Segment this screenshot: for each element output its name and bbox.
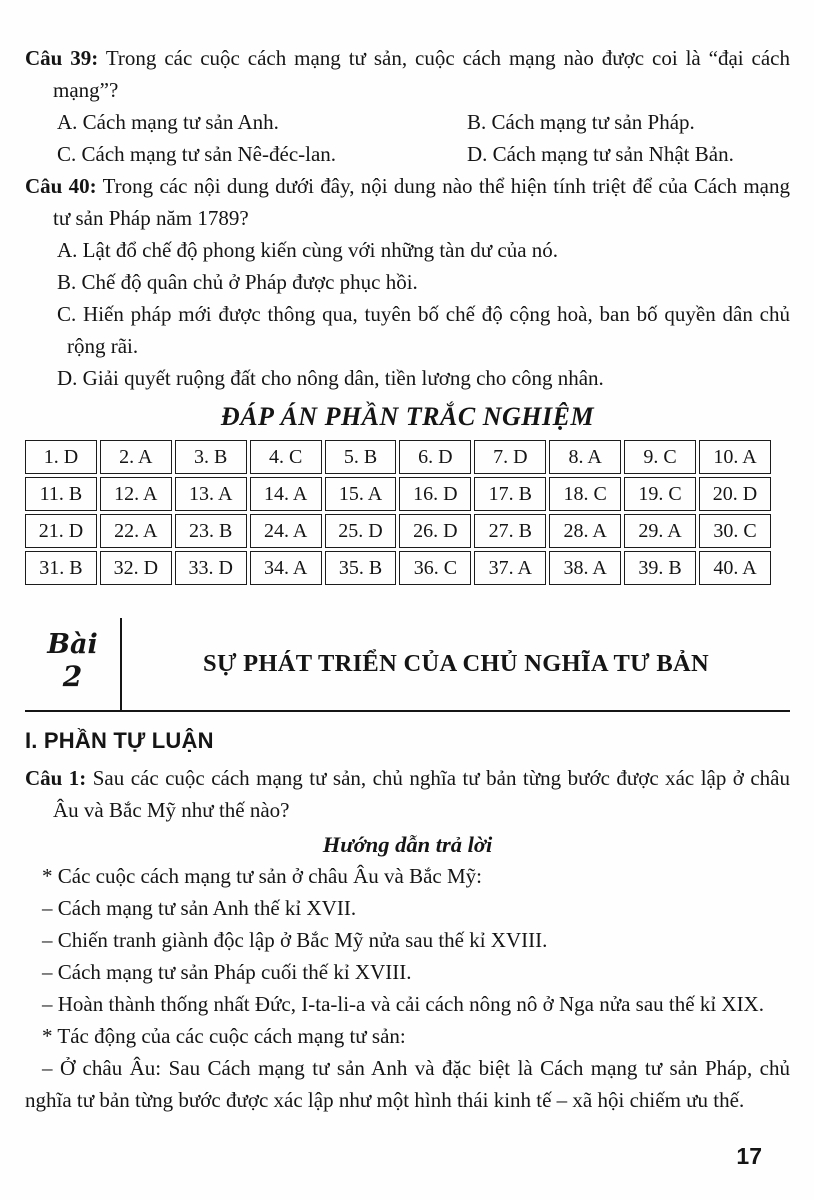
answer-cell: 25. D [325,514,397,548]
option-40-d: D. Giải quyết ruộng đất cho nông dân, tiền lương cho công nhân. [57,366,604,390]
question-40-label: Câu 40: [25,174,97,198]
answer-cell: 24. A [250,514,322,548]
answer-cell: 33. D [175,551,247,585]
answer-cell: 3. B [175,440,247,474]
answer-key-title: ĐÁP ÁN PHẦN TRẮC NGHIỆM [220,402,595,431]
answer-cell: 8. A [549,440,621,474]
guide-paragraph: – Chiến tranh giành độc lập ở Bắc Mỹ nửa sau thế kỉ XVIII. [42,928,548,952]
answer-cell: 22. A [100,514,172,548]
answer-cell: 35. B [325,551,397,585]
essay-question-1 [25,762,790,826]
guide-paragraph: * Các cuộc cách mạng tư sản ở châu Âu và Bắc Mỹ: [42,864,483,888]
guide-paragraph: – Cách mạng tư sản Anh thế kỉ XVII. [42,896,357,920]
answer-cell: 1. D [25,440,97,474]
question-40-text: Trong các nội dung dưới đây, nội dung nào thể hiện tính triệt để của Cách mạng tư sản Pháp năm 1789? [53,174,790,230]
essay-section-title: I. PHẦN TỰ LUẬN [25,728,214,753]
option-40-b: B. Chế độ quân chủ ở Pháp được phục hồi. [57,270,418,294]
answer-guide-title: Hướng dẫn trả lời [322,832,493,857]
answer-row-1 [25,440,771,474]
answer-cell: 36. C [399,551,471,585]
essay-question-1-text: Sau các cuộc cách mạng tư sản, chủ nghĩa tư bản từng bước được xác lập ở châu Âu và Bắc Mỹ như thế nào? [53,766,790,822]
answer-cell: 23. B [175,514,247,548]
answer-row-2 [25,477,771,511]
answer-cell: 11. B [25,477,97,511]
answer-cell: 16. D [399,477,471,511]
answer-cell: 26. D [399,514,471,548]
answer-cell: 27. B [474,514,546,548]
answer-key-table [22,437,774,588]
answer-cell: 9. C [624,440,696,474]
page-number: 17 [736,1143,762,1169]
question-39-text: Trong các cuộc cách mạng tư sản, cuộc cách mạng nào được coi là “đại cách mạng”? [53,46,790,102]
question-40 [25,170,790,234]
answer-cell: 10. A [699,440,771,474]
answer-cell: 17. B [474,477,546,511]
answer-cell: 14. A [250,477,322,511]
answer-cell: 4. C [250,440,322,474]
question-39-label: Câu 39: [25,46,99,70]
lesson-badge-number: 2 [62,660,83,693]
answer-cell: 6. D [399,440,471,474]
question-40-options [25,234,790,394]
answer-cell: 39. B [624,551,696,585]
guide-paragraph: – Hoàn thành thống nhất Đức, I-ta-li-a và cải cách nông nô ở Nga nửa sau thế kỉ XIX. [42,992,764,1016]
lesson-title: SỰ PHÁT TRIỂN CỦA CHỦ NGHĨA TƯ BẢN [203,650,709,677]
option-39-c: C. Cách mạng tư sản Nê-đéc-lan. [57,142,337,166]
option-39-d: D. Cách mạng tư sản Nhật Bản. [467,142,734,166]
answer-cell: 31. B [25,551,97,585]
answer-guide-body [25,860,790,1116]
answer-row-4 [25,551,771,585]
answer-cell: 15. A [325,477,397,511]
option-39-a: A. Cách mạng tư sản Anh. [57,110,279,134]
answer-cell: 12. A [100,477,172,511]
lesson-badge [25,618,122,710]
answer-cell: 30. C [699,514,771,548]
answer-cell: 2. A [100,440,172,474]
answer-cell: 32. D [100,551,172,585]
lesson-badge-word: Bài [47,629,98,660]
lesson-header [25,618,790,712]
option-40-a: A. Lật đổ chế độ phong kiến cùng với những tàn dư của nó. [57,238,559,262]
answer-cell: 18. C [549,477,621,511]
option-39-b: B. Cách mạng tư sản Pháp. [467,110,695,134]
answer-cell: 28. A [549,514,621,548]
question-39 [25,42,790,106]
question-39-options [25,106,790,170]
answer-cell: 29. A [624,514,696,548]
option-40-c: C. Hiến pháp mới được thông qua, tuyên bố chế độ cộng hoà, ban bố quyền dân chủ rộng rãi. [57,302,790,358]
answer-cell: 7. D [474,440,546,474]
answer-cell: 20. D [699,477,771,511]
answer-cell: 13. A [175,477,247,511]
guide-paragraph: – Ở châu Âu: Sau Cách mạng tư sản Anh và đặc biệt là Cách mạng tư sản Pháp, chủ nghĩa tư bản từng bước được xác lập như một hình thái kinh tế – xã hội chiếm ưu thế. [25,1056,790,1112]
answer-cell: 37. A [474,551,546,585]
guide-paragraph: – Cách mạng tư sản Pháp cuối thế kỉ XVIII. [42,960,412,984]
answer-row-3 [25,514,771,548]
answer-cell: 21. D [25,514,97,548]
answer-cell: 38. A [549,551,621,585]
answer-cell: 34. A [250,551,322,585]
answer-cell: 19. C [624,477,696,511]
essay-question-1-label: Câu 1: [25,766,87,790]
answer-cell: 5. B [325,440,397,474]
guide-paragraph: * Tác động của các cuộc cách mạng tư sản: [42,1024,406,1048]
answer-cell: 40. A [699,551,771,585]
